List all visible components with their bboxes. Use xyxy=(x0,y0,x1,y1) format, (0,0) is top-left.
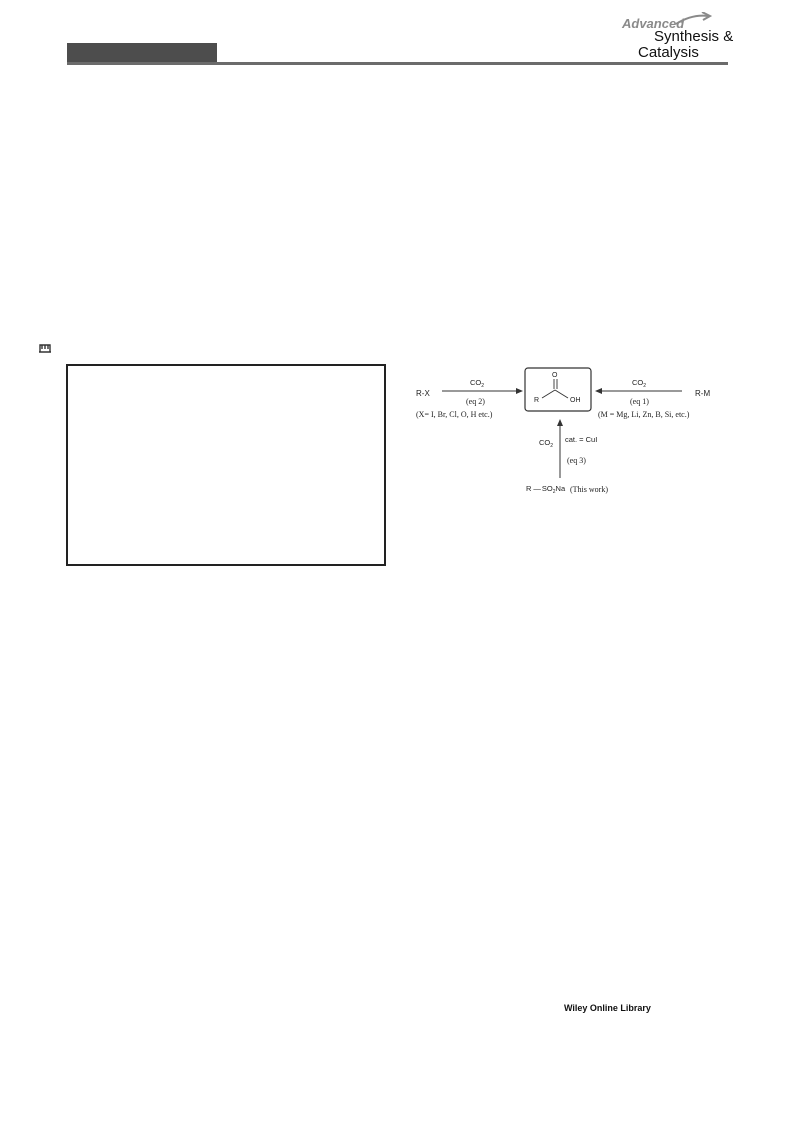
left-reagent: R-X xyxy=(416,389,430,398)
right-eq: (eq 1) xyxy=(630,397,649,406)
product-oh-label: OH xyxy=(570,397,581,404)
logo-line-synthesis: Synthesis & xyxy=(654,28,734,45)
left-eq: (eq 2) xyxy=(466,397,485,406)
bottom-eq: (eq 3) xyxy=(567,456,586,465)
journal-logo xyxy=(612,10,742,62)
bottom-reagent: R $—SO_2Na$ xyxy=(526,484,566,495)
margin-marker-icon xyxy=(38,340,52,354)
right-note: (M = Mg, Li, Zn, B, Si, etc.) xyxy=(598,410,690,419)
right-reagent: R-M xyxy=(695,389,711,398)
logo-line-catalysis: Catalysis xyxy=(638,44,699,61)
right-gas: $CO_2$ xyxy=(632,378,647,389)
bottom-note: (This work) xyxy=(570,485,608,494)
left-gas: $CO_2$ xyxy=(470,378,485,389)
bottom-gas: $CO_2$ xyxy=(539,438,554,449)
right-arrowhead xyxy=(595,388,602,394)
product-o-label: O xyxy=(552,372,558,379)
product-r-label: R xyxy=(534,397,540,404)
left-arrowhead xyxy=(516,388,523,394)
graphical-abstract-box xyxy=(66,364,386,566)
bottom-catalyst: cat. = CuI xyxy=(565,435,598,444)
header-rule xyxy=(67,62,728,65)
logo-line-advanced: Advanced xyxy=(622,16,685,31)
header-tab xyxy=(67,43,217,63)
product-box xyxy=(525,368,591,411)
wiley-online-library: Wiley Online Library xyxy=(564,1003,651,1013)
reaction-scheme xyxy=(412,360,732,510)
left-note: (X= I, Br, Cl, O, H etc.) xyxy=(416,410,493,419)
bottom-arrowhead xyxy=(557,419,563,426)
